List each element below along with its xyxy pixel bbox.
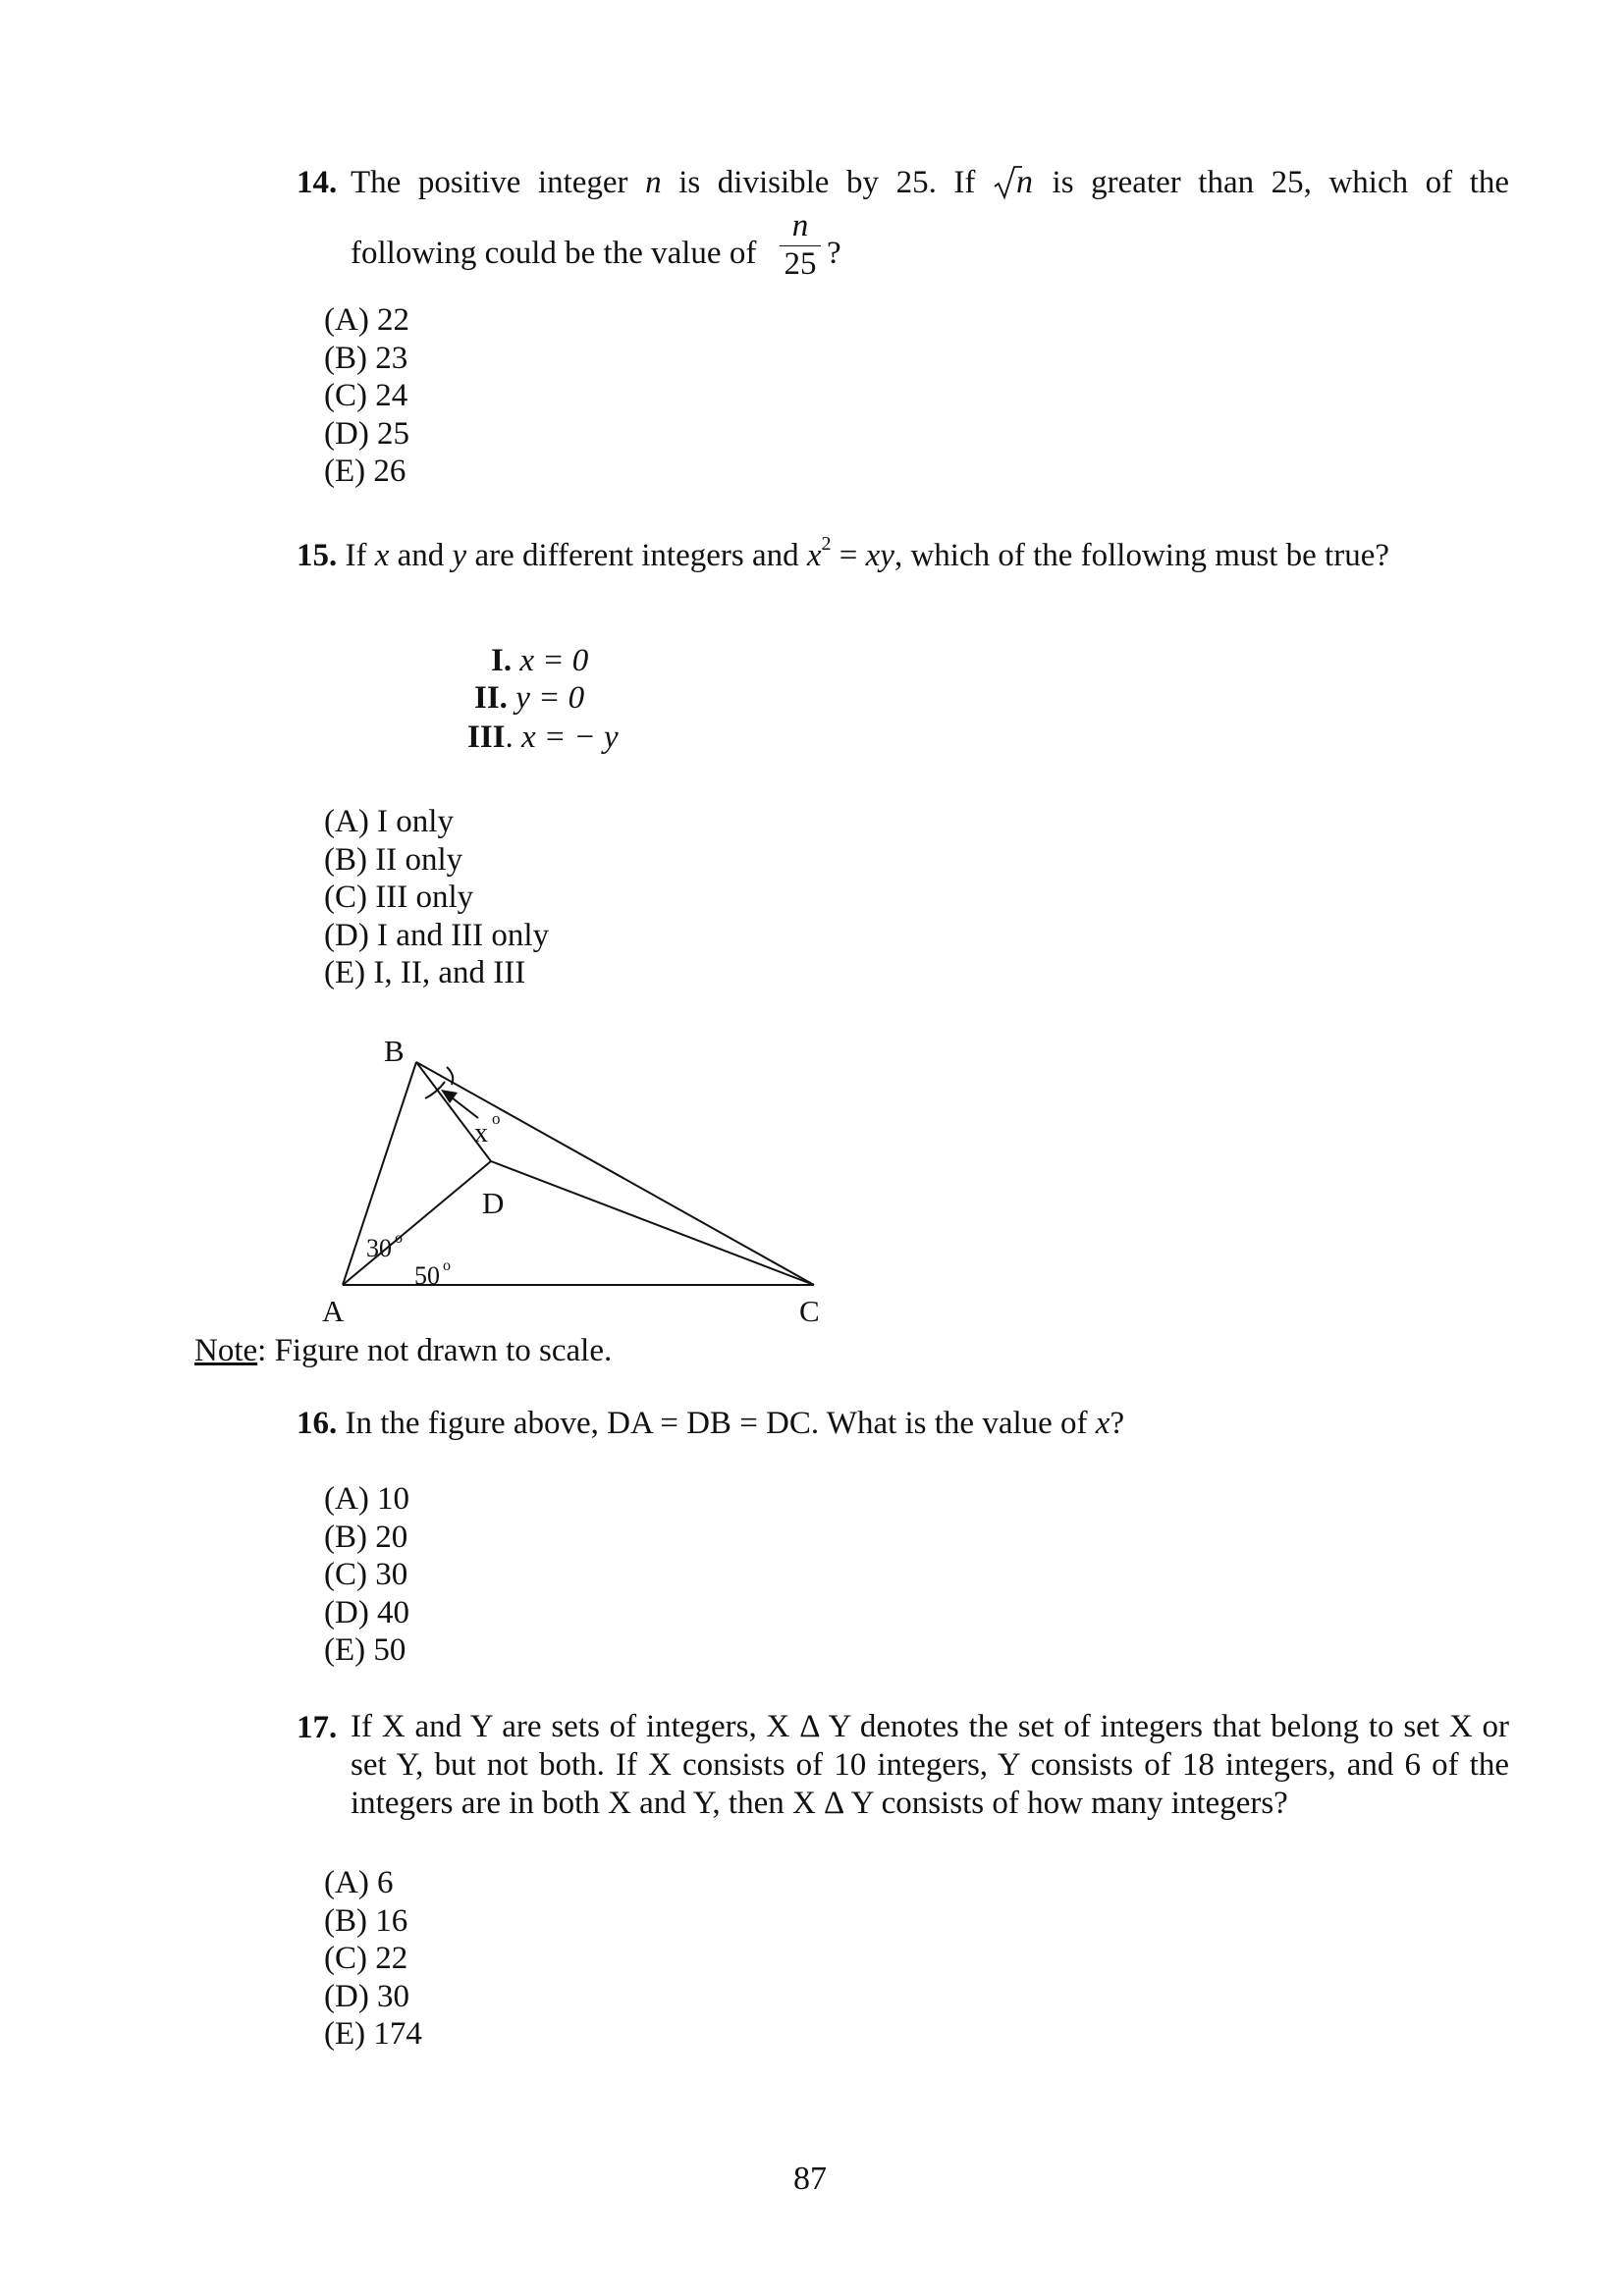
degree-symbol: o [443, 1257, 451, 1274]
choice-a[interactable]: (A) I only [324, 804, 454, 839]
variable-x: x [1095, 1406, 1110, 1441]
choice-b[interactable]: (B) 20 [324, 1519, 408, 1555]
question-text: In the figure above, DA = DB = DC. What is the value of [345, 1406, 1088, 1441]
question-text-line: set Y, but not both. If X consists of 10 integers, Y consists of 18 integers, and 6 of the [351, 1747, 1509, 1783]
variable-x: x [374, 538, 390, 573]
figure-note [194, 1331, 612, 1370]
statement-label: I. [491, 643, 513, 678]
segment-dc [491, 1161, 814, 1285]
question-number: 16. [297, 1406, 338, 1441]
choice-d[interactable]: (D) 30 [324, 1978, 410, 2014]
question-mark: ? [1110, 1406, 1125, 1441]
question-text-line: If X and Y are sets of integers, X Δ Y denotes the set of integers that belong to set X or [351, 1709, 1509, 1744]
variable-y: y [452, 538, 467, 573]
choices-list [324, 1864, 422, 2054]
choice-c[interactable]: (C) 24 [324, 378, 408, 413]
angle-label-30: 30 [366, 1234, 392, 1262]
choice-e[interactable]: (E) 26 [324, 454, 406, 489]
question-text: , which of the following must be true? [893, 538, 1389, 573]
question-number: 15. [297, 538, 338, 573]
question-14-line-2: following could be the value of [351, 236, 757, 271]
statement-label: III [467, 720, 506, 755]
choice-b[interactable]: (B) 23 [324, 340, 408, 376]
choice-d[interactable]: (D) 40 [324, 1594, 410, 1630]
statement-expr: x = 0 [519, 643, 589, 678]
choice-e[interactable]: (E) 50 [324, 1632, 406, 1668]
variable-n: n [645, 165, 662, 200]
choice-a[interactable]: (A) 22 [324, 302, 410, 338]
question-text: If [345, 538, 367, 573]
note-text: : Figure not drawn to scale. [257, 1333, 613, 1368]
exponent: 2 [821, 533, 832, 555]
page-number: 87 [793, 2161, 827, 2197]
choice-d[interactable]: (D) I and III only [324, 917, 550, 953]
equals-sign: = [839, 538, 858, 573]
statement-expr: y = 0 [515, 680, 585, 716]
choice-c[interactable]: (C) 30 [324, 1557, 408, 1592]
variable-xy: xy [865, 538, 894, 573]
vertex-label-d: D [482, 1186, 505, 1220]
question-mark: ? [827, 236, 841, 271]
fraction-denominator: 25 [784, 246, 817, 282]
question-number: 17. [297, 1710, 338, 1745]
question-text: and [397, 538, 445, 573]
vertex-label-c: C [799, 1294, 820, 1328]
choice-b[interactable]: (B) 16 [324, 1902, 408, 1939]
degree-symbol: o [395, 1230, 403, 1247]
statement-label: II. [474, 680, 508, 716]
choice-c[interactable]: (C) III only [324, 880, 474, 915]
question-17-text [351, 1708, 1509, 1823]
choice-e[interactable]: (E) 174 [324, 2016, 422, 2052]
question-text: The positive integer [351, 165, 628, 200]
angle-arc-outer [447, 1067, 453, 1085]
vertex-label-b: B [384, 1034, 405, 1068]
question-text: are different integers and [474, 538, 799, 573]
angle-label-x: x [474, 1118, 488, 1148]
degree-symbol: o [492, 1109, 501, 1128]
question-number: 14. [297, 165, 338, 200]
angle-label-50: 50 [414, 1261, 440, 1290]
choice-a[interactable]: (A) 6 [324, 1865, 394, 1900]
sqrt-variable: n [1015, 164, 1033, 200]
question-16-line [297, 1404, 1124, 1443]
choice-b[interactable]: (B) II only [324, 841, 463, 878]
choices-list [324, 1480, 409, 1670]
statement-expr: x = − y [521, 720, 619, 755]
variable-x: x [806, 538, 822, 573]
question-text-line: integers are in both X and Y, then X Δ Y consists of how many integers? [351, 1786, 1288, 1821]
note-label: Note [194, 1333, 258, 1368]
vertex-label-a: A [322, 1294, 345, 1328]
choice-c[interactable]: (C) 22 [324, 1941, 408, 1976]
question-text: is greater than 25, which of the [1052, 165, 1510, 200]
question-text: is divisible by 25. If [678, 165, 976, 200]
choice-e[interactable]: (E) I, II, and III [324, 955, 526, 990]
choice-d[interactable]: (D) 25 [324, 415, 410, 452]
choice-a[interactable]: (A) 10 [324, 1481, 410, 1517]
fraction-numerator: n [791, 208, 809, 243]
statement-dot: . [505, 720, 514, 755]
